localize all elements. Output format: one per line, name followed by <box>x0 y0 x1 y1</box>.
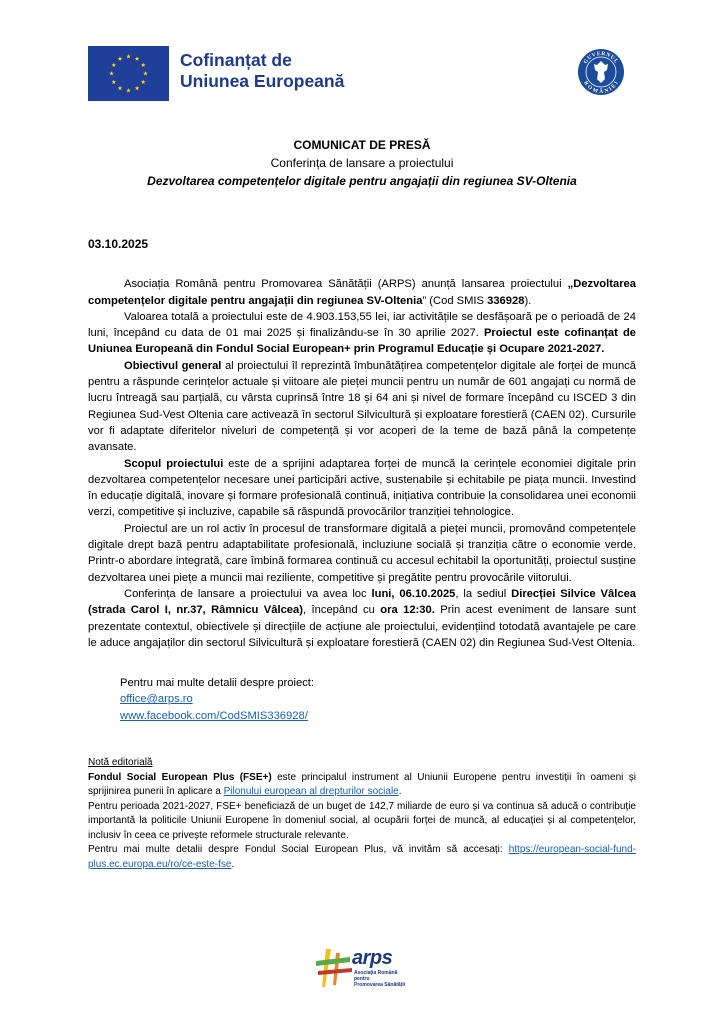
paragraph-intro <box>88 276 636 309</box>
text: ). <box>524 294 532 307</box>
arps-wordmark: arps <box>352 947 393 969</box>
eu-star <box>118 86 123 90</box>
cofinancing-statement: Proiectul este cofinanțat de Uniunea Europeană din Fondul Social European+ prin Programul Educație și Ocupare 2021-2027. <box>88 327 636 356</box>
arps-tagline <box>354 970 414 988</box>
text: . <box>398 786 402 798</box>
title-block <box>88 136 636 190</box>
contact-label: Pentru mai multe detalii despre proiect: <box>120 677 315 690</box>
eu-line-1: Cofinanțat de <box>180 50 292 70</box>
conference-time: ora 12:30. <box>380 604 435 617</box>
body-text <box>88 276 636 651</box>
text: al proiectului îl reprezintă îmbunătățirea competențelor digitale ale forței de muncă pentru a răspunde cerințelor actuale și viitoare ale pieței muncii pentru un număr de 601 angajați cu normă de lucru întreagă sau parțială, cu vârsta cuprinsă între 18 și 64 ani și nivel de formare începând cu ISCED 3 din Regiunea Sud-Vest Oltenia care activează în sectorul Silvicultură și exploatare forestieră (CAEN 02). Cursurile vor fi adaptate diferitelor niveluri de competență și vor acoperi de la teme de bază până la competențe avansate. <box>88 359 636 454</box>
text: Valoarea totală a proiectului este de 4.903.153,55 lei, iar activitățile se desfășoară pe o perioadă de 24 luni, începând cu data de 01 mai 2025 și finalizându-se în 30 aprilie 2027. <box>88 310 636 340</box>
eu-cofinancing-label <box>180 50 344 92</box>
eu-star <box>118 56 123 60</box>
fse-website-link[interactable]: https://european-social-fund-plus.ec.europa.eu/ro/ce-este-fse <box>88 844 636 870</box>
gov-seal-bottom-text: ROMÂNIEI <box>582 80 620 96</box>
paragraph-role <box>88 521 636 586</box>
editorial-title: Notă editorială <box>88 757 153 769</box>
purpose-label: Scopul proiectului <box>124 457 224 470</box>
editorial-paragraph-more <box>88 843 636 872</box>
document-title: COMUNICAT DE PRESĂ <box>293 138 431 152</box>
paragraph-value <box>88 309 636 358</box>
project-name: Dezvoltarea competențelor digitale pentru angajații din regiunea SV-Oltenia <box>147 174 577 188</box>
text: Conferința de lansare a proiectului va avea loc <box>124 587 372 600</box>
editorial-paragraph-fse <box>88 771 636 800</box>
eu-star <box>109 71 114 75</box>
eu-flag-icon <box>88 46 169 101</box>
conference-venue: Direcției Silvice Vâlcea (strada Carol I, nr.37, Râmnicu Vâlcea) <box>88 587 637 617</box>
eu-star <box>112 80 117 84</box>
arps-logo <box>314 945 414 990</box>
editorial-note <box>88 756 636 872</box>
text: ” (Cod SMIS <box>422 294 488 307</box>
fse-name: Fondul Social European Plus (FSE+) <box>88 771 272 783</box>
text: , începând cu <box>302 604 381 617</box>
eu-star <box>126 54 131 58</box>
paragraph-objective <box>88 358 636 456</box>
document-subtitle: Conferința de lansare a proiectului <box>270 156 454 170</box>
page-header <box>0 0 724 120</box>
smis-code: 336928 <box>487 294 525 307</box>
paragraph-conference <box>88 586 636 651</box>
release-date: 03.10.2025 <box>88 237 149 251</box>
eu-star <box>135 56 140 60</box>
contact-block <box>88 675 636 724</box>
eu-star <box>135 86 140 90</box>
text: Prin acest eveniment de lansare sunt prezentate contextul, obiectivele și direcțiile de acțiune ale proiectului, evidențiind totodată avantajele pe care le aduce angajaților din sectorul Silvicultură și exploatare forestieră (CAEN 02) din Regiunea Sud-Vest Oltenia. <box>88 604 636 649</box>
romanian-government-seal-icon <box>577 48 625 96</box>
eu-star <box>141 80 146 84</box>
text: este de a sprijini adaptarea forței de muncă la cerințele economiei digitale prin dezvoltarea competențelor necesare unei participări active, sustenabile și echitabile pe piața muncii. Investind în educație digitală, inovare și formare profesională continuă, inițiativa contribuie la consolidarea unei economii verzi, competitive și incluzive, capabile să răspundă provocărilor tranziției tehnologice. <box>88 457 636 519</box>
eu-star <box>112 63 117 67</box>
press-release-document <box>88 136 636 872</box>
text: Asociația Română pentru Promovarea Sănătății (ARPS) anunță lansarea proiectului <box>124 278 568 291</box>
text: este principalul instrument al Uniunii Europene pentru investiții în oameni și sprijinirea punerii în aplicare a <box>88 771 637 798</box>
objective-label: Obiectivul general <box>124 359 222 372</box>
eu-star <box>141 63 146 67</box>
arps-mark-icon <box>314 945 354 990</box>
text: , la sediul <box>455 587 512 600</box>
gov-seal-top-text: GUVERNUL <box>582 50 620 66</box>
text: Pentru mai multe detalii despre Fondul Social European Plus, vă invităm să accesați: <box>88 844 509 856</box>
eu-line-2: Uniunea Europeană <box>180 71 345 91</box>
social-rights-pillar-link[interactable]: Pilonului european al drepturilor sociale <box>223 786 399 798</box>
text: . <box>231 858 235 870</box>
facebook-link[interactable]: www.facebook.com/CodSMIS336928/ <box>120 709 308 722</box>
paragraph-purpose <box>88 456 636 521</box>
text: Proiectul are un rol activ în procesul de transformare digitală a pieței muncii, promovând competențele digitale drept bază pentru adaptabilitate profesională, incluziune socială și tranziția către o economie verde. Printr-o abordare integrată, care îmbină formarea continuă cu accesul echitabil la oportunități, proiectul susține dezvoltarea unei piețe a muncii mai reziliente, competitive și pregătite pentru provocările viitorului. <box>88 522 636 584</box>
eu-star <box>143 71 148 75</box>
arps-tagline-line-2: Promovarea Sănătății <box>354 982 406 988</box>
project-title-bold: „Dezvoltarea competențelor digitale pentru angajații din regiunea SV-Oltenia <box>88 278 636 307</box>
eu-star <box>126 88 131 92</box>
conference-date: luni, 06.10.2025 <box>371 587 456 600</box>
arps-tagline-line-1: Asociația Română pentru <box>354 970 398 982</box>
editorial-paragraph-budget: Pentru perioada 2021-2027, FSE+ beneficiază de un buget de 142,7 miliarde de euro și va continua să aducă o contribuție importantă la politicile Uniunii Europene în domeniul social, al ocupării forței de muncă, al educației și al competențelor, inclusiv în ceea ce privește reformele structurale relevante. <box>88 800 636 841</box>
email-link[interactable]: office@arps.ro <box>120 693 193 706</box>
